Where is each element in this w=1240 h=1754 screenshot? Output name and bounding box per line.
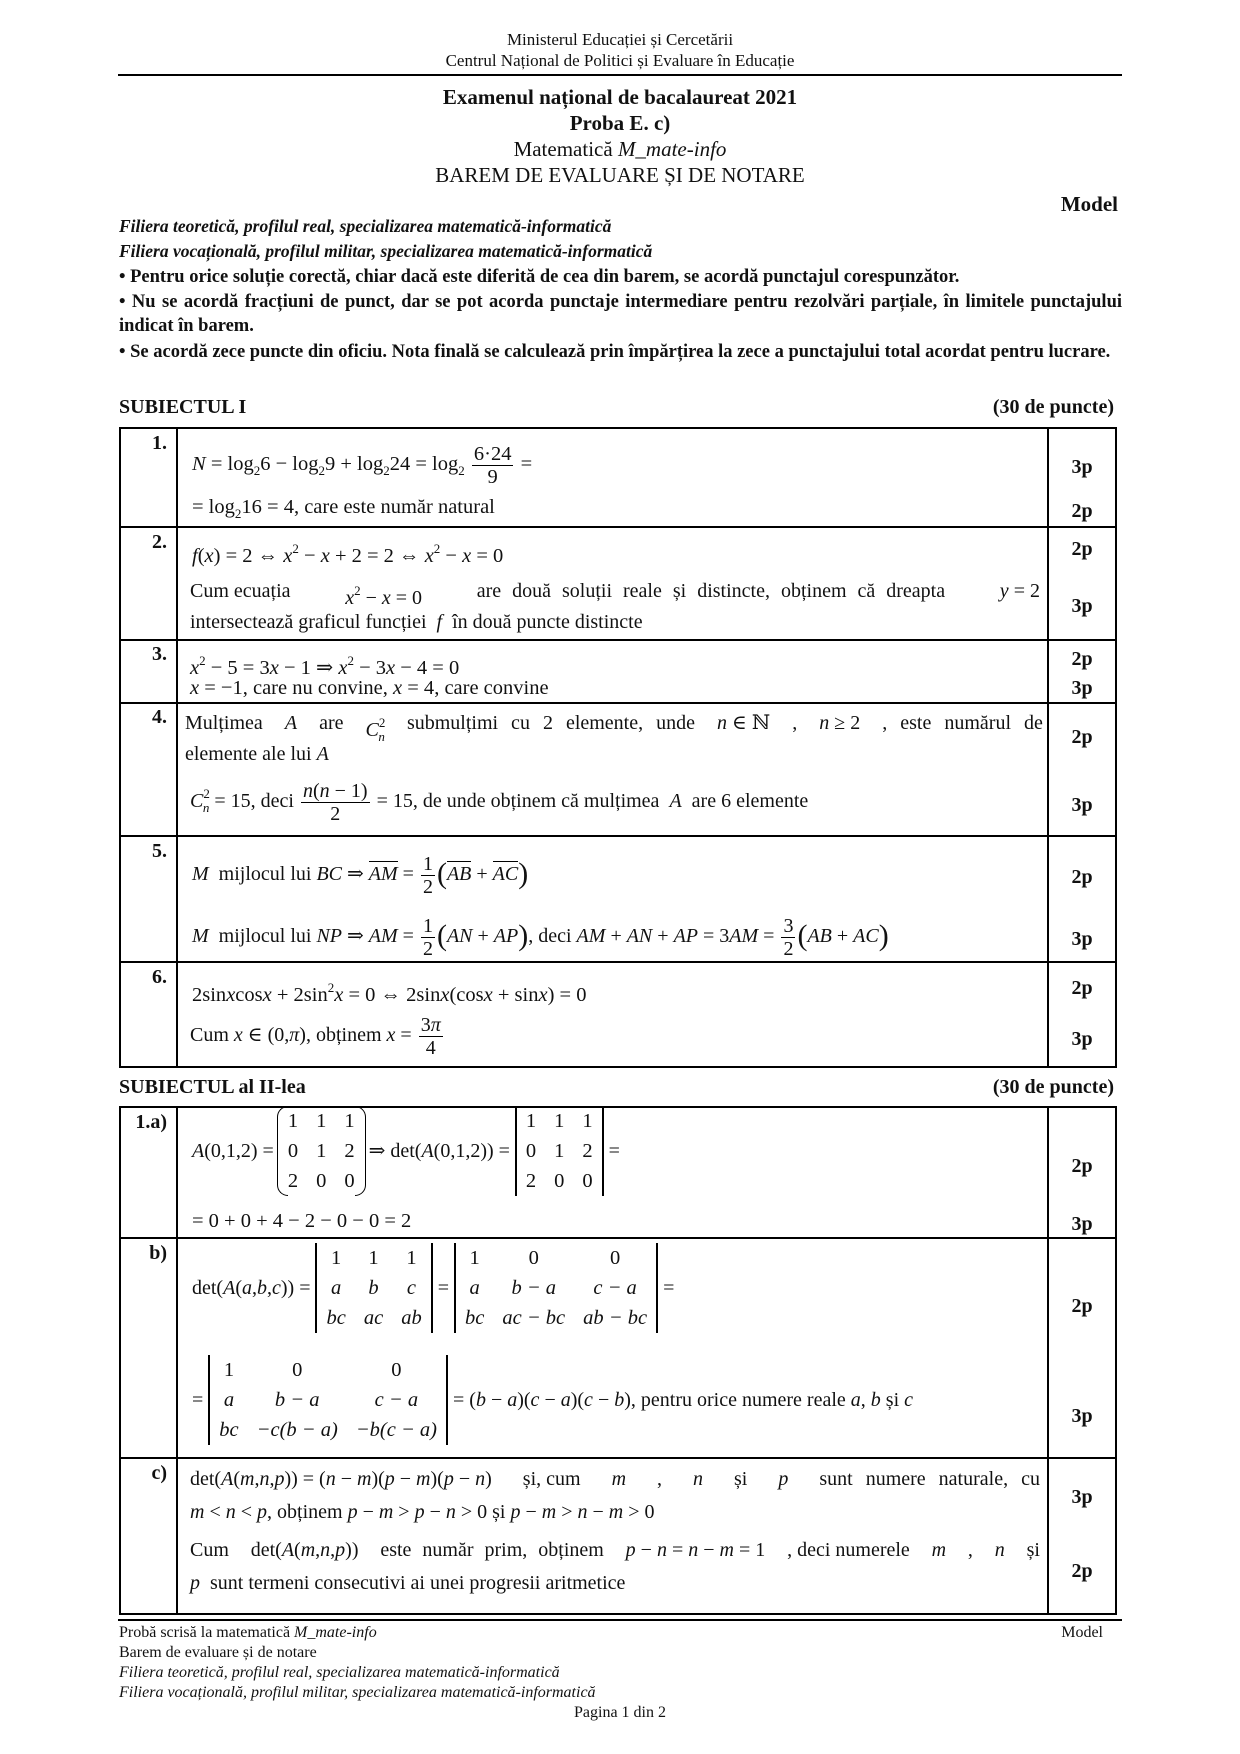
rule-3: • Se acordă zece puncte din oficiu. Nota finală se calculează prin împărțirea la zece a punctajului total acordat pentru lucrare. (119, 342, 1111, 362)
solution-step: Cum x ∈ (0,π), obținem x = $\frac{3\pi}{4}$ (190, 1014, 441, 1059)
text-fragment: , care convine (434, 677, 549, 699)
solution-step: = 0 + 0 + 4 − 2 − 0 − 0 = 2 (192, 1210, 412, 1232)
footer-line-1 (119, 1623, 377, 1642)
text-fragment: și (885, 1389, 900, 1411)
item-number: b) (149, 1242, 167, 1264)
filiera-2: Filiera vocațională, profilul militar, specializarea matematică-informatică (119, 241, 653, 261)
points-value: 2p (1071, 500, 1093, 522)
text-fragment: , este numărul de (882, 712, 1043, 734)
item-number: 4. (152, 706, 167, 728)
points-value: 3p (1071, 1486, 1093, 1508)
points-value: 2p (1071, 726, 1093, 748)
text-fragment: = 15, de unde obținem că mulțimea (376, 790, 660, 813)
text-fragment: și (1026, 1539, 1040, 1561)
item-number: 1.a) (135, 1111, 167, 1133)
solution-step: M mijlocul lui BC ⇒ AM = $\frac{1}{2}$ (AB + AC) (192, 853, 529, 898)
text-fragment: , pentru orice numere reale (630, 1389, 846, 1411)
footer-variant: M_mate-info (294, 1624, 377, 1641)
item-number: 5. (152, 840, 167, 862)
subject-title (0, 136, 1240, 162)
text-fragment: sunt numere naturale, cu (819, 1468, 1040, 1490)
determinant: 1 1 1 0 1 2 2 0 0 (515, 1106, 604, 1196)
center-name: Centrul Național de Politici și Evaluare în Educație (445, 51, 795, 70)
solution-step: det(A(m,n,p)) = (n − m)(p − m)(p − n) și, cum m , n și p sunt numere naturale, cu (190, 1468, 1040, 1490)
text-fragment: și (492, 1501, 506, 1523)
text-fragment: are 6 elemente (691, 790, 809, 813)
points-value: 3p (1071, 677, 1093, 699)
points-value: 2p (1071, 648, 1093, 670)
points-value: 3p (1071, 1028, 1093, 1050)
solution-step: $C^2_n = 15$, deci $\frac{n(n - 1)}{2}$ = 15, de unde obținem că mulțimea A are 6 elemente (190, 780, 809, 825)
text-fragment: este număr prim, obținem (380, 1539, 604, 1561)
points-value: 2p (1071, 977, 1093, 999)
item-number: 6. (152, 966, 167, 988)
section-1-title: SUBIECTUL I (119, 396, 247, 418)
points-value: 3p (1071, 1213, 1093, 1235)
text-fragment: are (319, 712, 344, 734)
text-fragment: , obținem (267, 1501, 343, 1523)
determinant: 1 0 0 a b − a c − a bc ac − bc ab − bc (454, 1243, 658, 1333)
text-fragment: mijlocul lui (218, 925, 312, 948)
subject-variant: M_mate-info (617, 137, 727, 161)
item-number: c) (151, 1462, 167, 1484)
text-fragment: , care este număr natural (293, 496, 495, 518)
text-fragment: Cum (190, 1539, 229, 1561)
determinant: 1 0 0 a b − a c − a bc −c(b − a) −b(c − a) (208, 1355, 448, 1445)
text-fragment: , deci numerele (787, 1539, 910, 1561)
header-divider (118, 74, 1122, 76)
solution-step-cont: intersectează graficul funcției f în două puncte distincte (190, 611, 643, 633)
ministry-name: Ministerul Educației și Cercetării (506, 30, 734, 49)
solution-step: f(x) = 2 ⇔ $x^2 - x + 2 = 2$ ⇔ $x^2 - x = 0$ (192, 541, 504, 567)
points-value: 2p (1071, 538, 1093, 560)
text-fragment: în două puncte distincte (452, 611, 643, 633)
text-fragment: și, cum (522, 1468, 581, 1490)
text-fragment: mijlocul lui (218, 863, 312, 886)
solution-step: x = −1, care nu convine, x = 4, care convine (190, 677, 549, 699)
rule-2: • Nu se acordă fracțiuni de punct, dar se pot acorda punctaje intermediare pentru rezolvări parțiale, în limitele punctajului indicat în barem. (119, 292, 1122, 336)
solution-step: $N = \log_26 - \log_29 + \log_224 = \log_2$ $\frac{6\cdot 24}{9}$ = (192, 443, 533, 488)
section-2-title: SUBIECTUL al II-lea (119, 1076, 306, 1098)
text-fragment: Cum ecuația (190, 580, 291, 602)
solution-step: det(A(a,b,c)) = 1 1 1 a b c bc ac ab = 1 0 0 a b − a c − a bc ac − bc ab − bc = (192, 1243, 674, 1333)
text-fragment: , deci (528, 925, 572, 948)
points-value: 2p (1071, 1155, 1093, 1177)
model-label: Model (1060, 192, 1118, 216)
solution-step: M mijlocul lui NP ⇒ AM = $\frac{1}{2}$ (AN + AP), deci AM + AN + AP = 3AM = $\frac{3}{2}$ (AB + AC) (192, 915, 889, 960)
points-value: 3p (1071, 1405, 1093, 1427)
solution-step: = 1 0 0 a b − a c − a bc −c(b − a) −b(c − a) = (b − a)(c − a)(c − b), pentru orice numere reale a, b și c (192, 1355, 913, 1445)
footer-text: Probă scrisă la matematică (119, 1624, 291, 1641)
solution-step-cont: p sunt termeni consecutivi ai unei progresii aritmetice (190, 1572, 626, 1594)
solution-step-cont: elemente ale lui A (185, 743, 329, 765)
points-value: 2p (1071, 1295, 1093, 1317)
text-fragment: , obținem (305, 1024, 382, 1047)
points-value: 3p (1071, 595, 1093, 617)
text-fragment: intersectează graficul funcției (190, 611, 427, 633)
section-2-points: (30 de puncte) (992, 1076, 1114, 1098)
solution-step: Cum det(A(m,n,p)) este număr prim, obținem p − n = n − m = 1 , deci numerele m , n și (190, 1539, 1040, 1561)
solution-step: Cum ecuația $x^2 - x = 0$ are două soluții reale și distincte, obținem că dreapta y = 2 (190, 580, 1040, 609)
solution-step: = $\log_216 = 4$, care este număr natural (192, 496, 495, 521)
points-value: 3p (1071, 794, 1093, 816)
text-fragment: submulțimi cu 2 elemente, unde (406, 712, 695, 734)
footer-model: Model (1061, 1624, 1103, 1641)
text-fragment: , care nu convine, (242, 677, 388, 699)
footer-line-2: Barem de evaluare și de notare (119, 1644, 317, 1661)
page-number: Pagina 1 din 2 (574, 1704, 666, 1721)
rule-1: • Pentru orice soluție corectă, chiar dacă este diferită de cea din barem, se acordă punctajul corespunzător. (119, 267, 960, 287)
solution-step: $x^2 - 5 = 3x - 1$ ⇒ $x^2 - 3x - 4 = 0$ (190, 653, 460, 679)
footer-divider (118, 1619, 1122, 1621)
solution-step-cont: m < n < p, obținem p − m > p − n > 0 și p − m > n − m > 0 (190, 1501, 655, 1523)
solution-step: A(0,1,2) = 1 1 1 0 1 2 2 0 0 ⇒ det(A(0,1,2)) = 1 1 1 0 1 2 2 0 0 = (192, 1106, 620, 1196)
points-value: 2p (1071, 1560, 1093, 1582)
barem-title: BAREM DE EVALUARE ȘI DE NOTARE (435, 163, 805, 187)
item-number: 2. (152, 531, 167, 553)
section-1-points: (30 de puncte) (992, 396, 1114, 418)
matrix-paren: 1 1 1 0 1 2 2 0 0 (279, 1106, 364, 1196)
exam-title: Examenul național de bacalaureat 2021 (442, 85, 798, 109)
filiera-1: Filiera teoretică, profilul real, specializarea matematică-informatică (119, 216, 612, 236)
item-number: 3. (152, 643, 167, 665)
text-fragment: și (734, 1468, 748, 1490)
item-number: 1. (152, 432, 167, 454)
footer-line-3: Filiera teoretică, profilul real, specializarea matematică-informatică (119, 1664, 560, 1681)
solution-step: Mulțimea A are $C^2_n$ submulțimi cu 2 elemente, unde n ∈ ℕ , n ≥ 2 , este numărul de (185, 710, 1043, 750)
points-value: 3p (1071, 928, 1093, 950)
text-fragment: Cum (190, 1024, 229, 1047)
determinant: 1 1 1 a b c bc ac ab (315, 1243, 432, 1333)
subject-prefix: Matematică (513, 137, 613, 161)
text-fragment: sunt termeni consecutivi ai unei progresii aritmetice (210, 1572, 626, 1594)
text-fragment: Mulțimea (185, 712, 263, 734)
points-value: 3p (1071, 456, 1093, 478)
text-fragment: elemente ale lui (185, 743, 312, 765)
proba-title: Proba E. c) (569, 111, 671, 135)
solution-step: 2sinxcosx + $2\sin^2x = 0$ ⇔ 2sinx(cosx + sinx) = 0 (192, 980, 587, 1006)
points-value: 2p (1071, 866, 1093, 888)
text-fragment: are două soluții reale și distincte, obținem că dreapta (476, 580, 946, 602)
text-fragment: , deci (250, 790, 294, 813)
footer-line-4: Filiera vocațională, profilul militar, specializarea matematică-informatică (119, 1684, 596, 1701)
